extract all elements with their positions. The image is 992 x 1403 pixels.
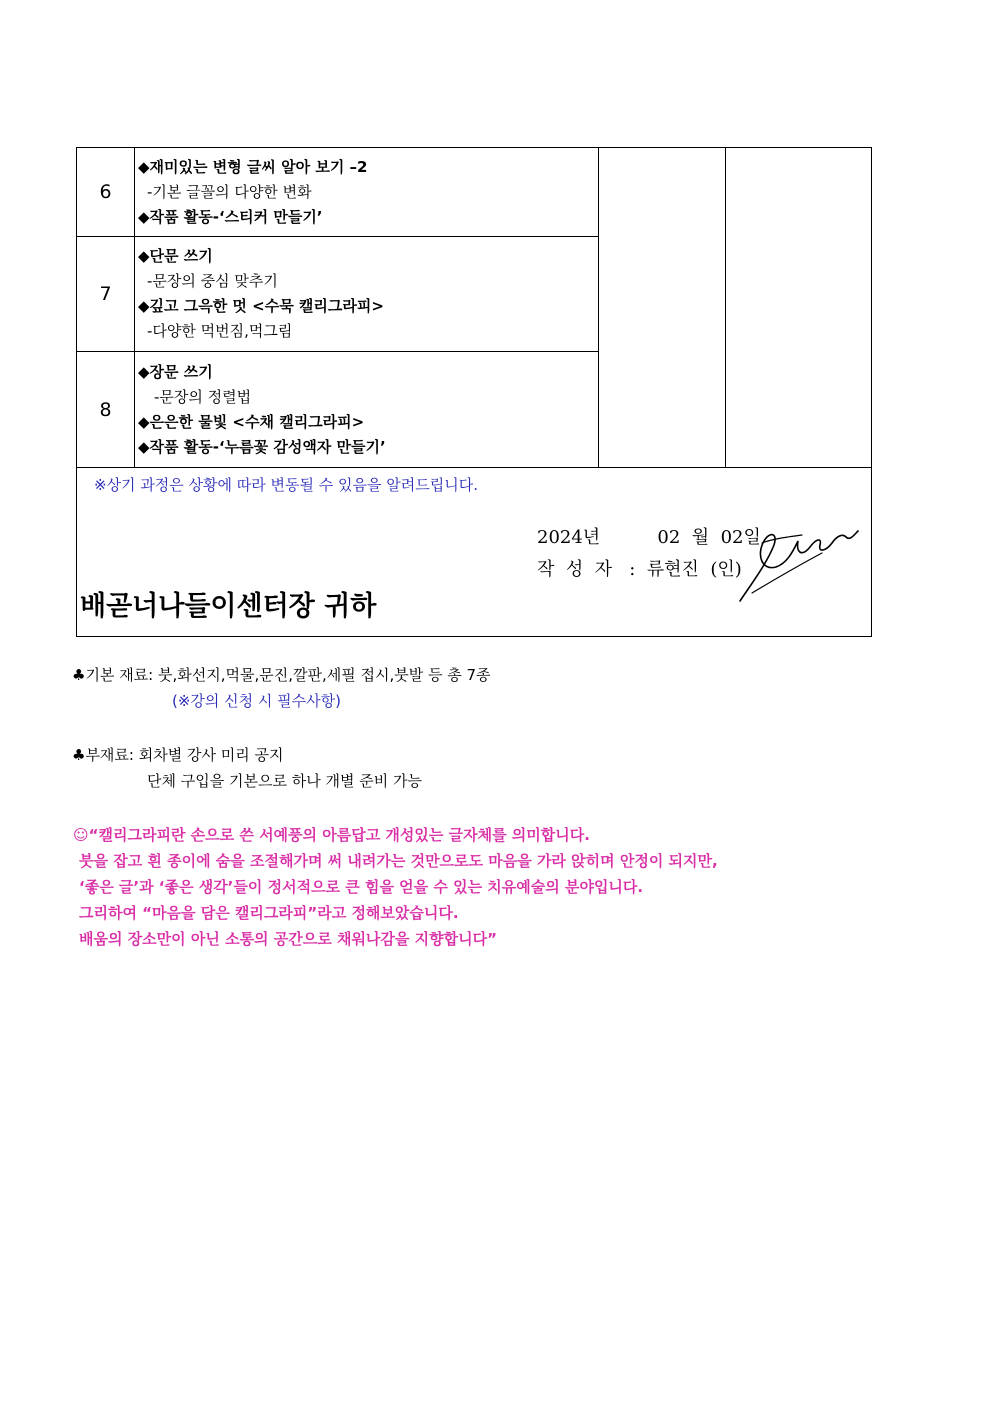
content-line: ◆장문 쓰기 [138, 362, 213, 381]
session-number: 7 [77, 237, 135, 352]
content-line: -문장의 중심 맞추기 [147, 272, 278, 290]
sub-materials-note: 단체 구입을 기본으로 하나 개별 준비 가능 [147, 772, 422, 790]
sub-materials-line: ♣부재료: 회차별 강사 미리 공지 [72, 746, 284, 764]
session-content [135, 148, 599, 237]
content-line: ◆작품 활동-‘스티커 만들기’ [138, 207, 323, 226]
schedule-row [77, 148, 872, 237]
content-line: -다양한 먹번짐,먹그림 [147, 322, 293, 340]
session-number: 6 [77, 148, 135, 237]
quote-line: ☺“캘리그라피란 손으로 쓴 서예풍의 아름답고 개성있는 글자체를 의미합니다. [73, 826, 590, 844]
quote-line: ‘좋은 글’과 ‘좋은 생각’들이 정서적으로 큰 힘을 얻을 수 있는 치유예술의 분야입니다. [79, 878, 644, 896]
schedule-table [76, 147, 872, 637]
quote-line: 그리하여 “마음을 담은 캘리그라피”라고 정해보았습니다. [79, 904, 459, 922]
session-content [135, 352, 599, 468]
blank-column-cell [599, 148, 726, 468]
basic-materials-line: ♣기본 재료: 붓,화선지,먹물,문진,깔판,세필 접시,붓발 등 총 7종 [72, 666, 491, 684]
calligraphy-description [73, 822, 718, 952]
content-line: ◆깊고 그윽한 멋 <수묵 캘리그라피> [138, 297, 384, 315]
schedule-change-notice: ※상기 과정은 상황에 따라 변동될 수 있음을 알려드립니다. [94, 476, 478, 494]
sub-materials [72, 742, 422, 794]
content-line: ◆재미있는 변형 글씨 알아 보기 –2 [138, 157, 368, 176]
basic-materials-note: (※강의 신청 시 필수사항) [172, 692, 341, 710]
addressee: 배곧너나들이센터장 귀하 [80, 591, 377, 622]
content-line: ◆작품 활동-‘누름꽃 감성액자 만들기’ [138, 437, 386, 456]
basic-materials [72, 662, 491, 714]
session-number: 8 [77, 352, 135, 468]
quote-line: 붓을 잡고 흰 종이에 숨을 조절해가며 써 내려가는 것만으로도 마음을 가라 앉히며 안정이 되지만, [79, 852, 718, 870]
quote-line: 배움의 장소만이 아닌 소통의 공간으로 채워나감을 지향합니다” [79, 930, 497, 948]
content-line: ◆은은한 물빛 <수채 캘리그라피> [138, 412, 365, 431]
footer-cell [77, 468, 872, 637]
blank-column-cell [726, 148, 872, 468]
author-line: 작 성 자 : 류현진 (인) [537, 559, 742, 580]
handwritten-signature [732, 523, 862, 608]
content-line: ◆단문 쓰기 [138, 247, 213, 265]
content-line: -문장의 정렬법 [154, 387, 252, 406]
session-content [135, 237, 599, 352]
content-line: -기본 글꼴의 다양한 변화 [147, 182, 312, 201]
document-date: 2024년 02 월 02일 [537, 527, 761, 548]
footer-row [77, 468, 872, 637]
